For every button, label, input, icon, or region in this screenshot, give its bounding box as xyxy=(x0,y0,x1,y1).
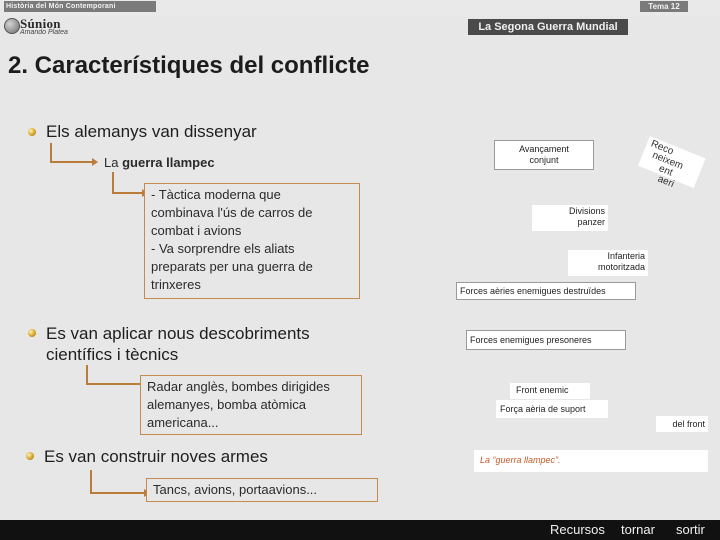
publisher-logo xyxy=(4,15,96,37)
logo-name: Súnion xyxy=(20,16,61,31)
logo-icon xyxy=(4,18,20,34)
label-del-front: del front xyxy=(656,416,708,432)
sub-heading xyxy=(104,155,215,170)
exit-link[interactable]: sortir xyxy=(676,522,705,537)
connector-arrow xyxy=(90,470,144,494)
topic-banner: La Segona Guerra Mundial xyxy=(468,19,628,35)
breadcrumb: Història del Món Contemporani xyxy=(4,1,156,12)
label-forces-aeries: Forces aèries enemigues destruïdes xyxy=(456,282,636,300)
unit-label: Tema 12 xyxy=(640,1,688,12)
connector-arrow xyxy=(50,143,92,163)
label-reconeixement: Reco neixem ent aeri xyxy=(638,136,706,188)
label-forca-aeria: Força aèria de suport xyxy=(496,400,608,418)
page-title: 2. Característiques del conflicte xyxy=(8,52,370,79)
bullet-text: Es van aplicar nous descobriments científics i tècnics xyxy=(46,324,310,364)
bullet-text: Es van construir noves armes xyxy=(44,447,268,466)
info-box: - Tàctica moderna que combinava l'ús de carros de combat i avions - Va sorprendre els aliats preparats per una guerra de trinxeres xyxy=(144,183,360,299)
bullet-icon xyxy=(28,128,36,136)
resources-link[interactable]: Recursos xyxy=(550,522,605,537)
info-box: Radar anglès, bombes dirigides alemanyes, bomba atòmica americana... xyxy=(140,375,362,435)
label-avancament: Avançament conjunt xyxy=(494,140,594,170)
label-front-enemic: Front enemic xyxy=(510,383,590,399)
sub-heading-prefix: La xyxy=(104,155,123,170)
arrow-head-icon xyxy=(92,158,98,166)
footer-bar xyxy=(0,520,720,540)
sub-heading-term: guerra llampec xyxy=(122,155,215,170)
logo-subtitle: Amando Platea xyxy=(20,29,68,36)
bullet-text: Els alemanys van dissenyar xyxy=(46,122,257,141)
bullet-icon xyxy=(28,329,36,337)
label-forces-enemigues: Forces enemigues presoneres xyxy=(466,330,626,350)
label-divisions-panzer: Divisions panzer xyxy=(532,205,608,231)
diagram-caption: La “guerra llampec”. xyxy=(474,450,708,472)
connector-arrow xyxy=(112,172,142,194)
back-link[interactable]: tornar xyxy=(621,522,655,537)
connector-arrow xyxy=(86,365,140,385)
bullet-icon xyxy=(26,452,34,460)
info-box: Tancs, avions, portaavions... xyxy=(146,478,378,502)
label-infanteria: Infanteria motoritzada xyxy=(568,250,648,276)
